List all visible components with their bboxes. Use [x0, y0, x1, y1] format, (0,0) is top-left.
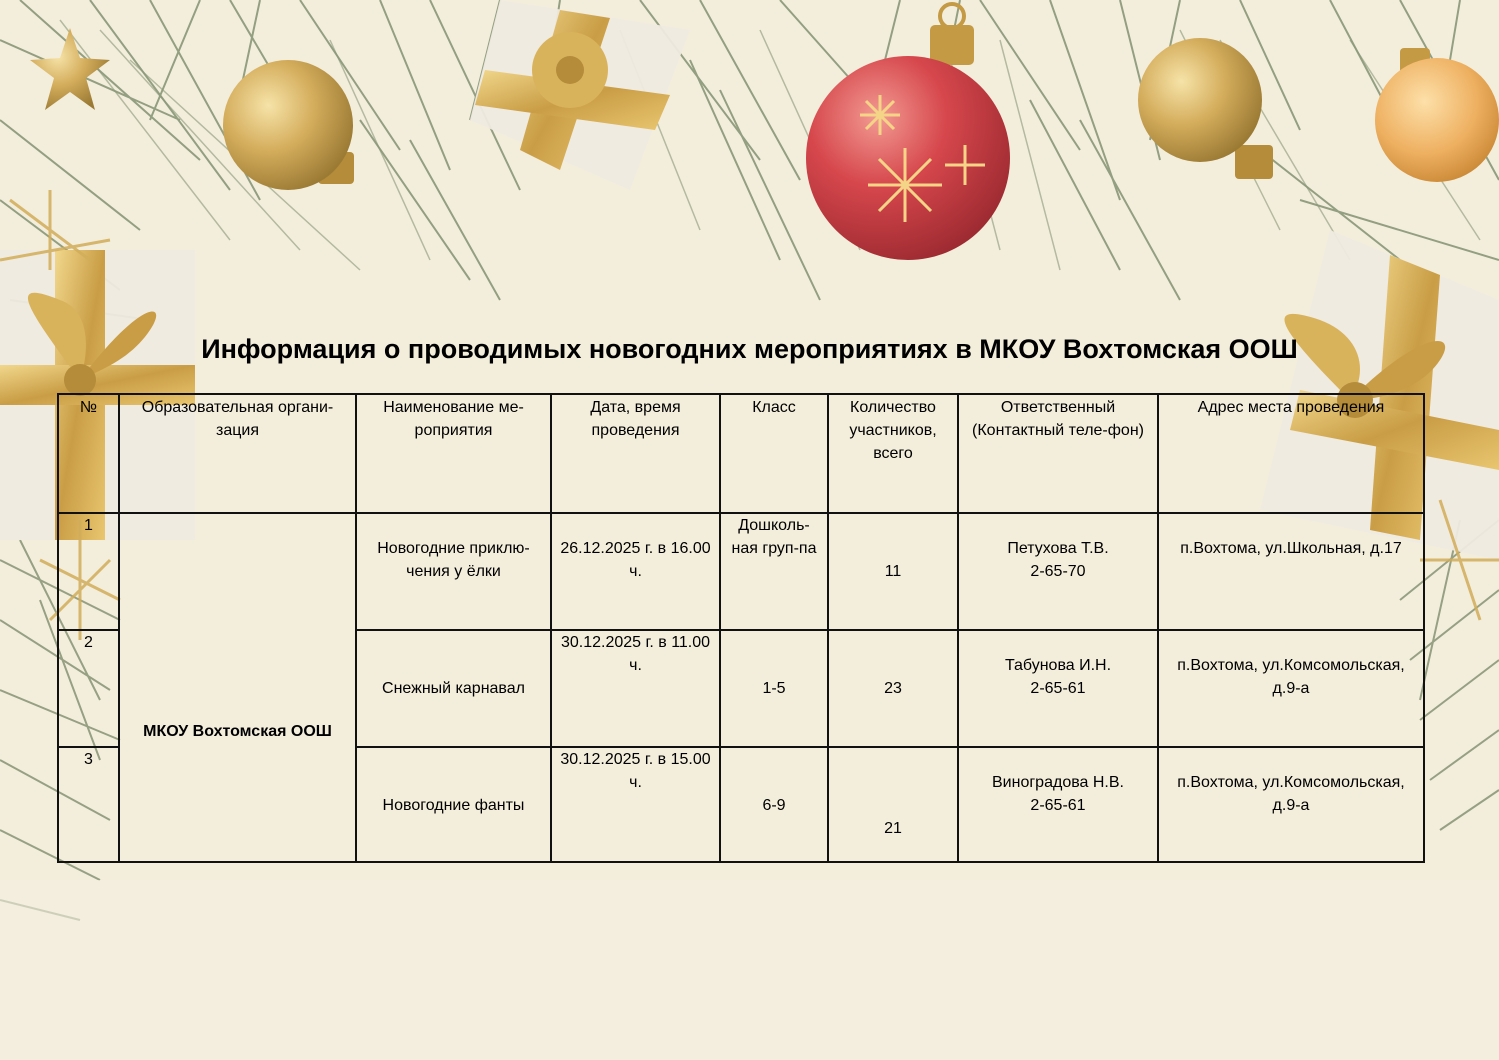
event-class: 6-9: [720, 747, 828, 862]
event-responsible: Петухова Т.В. 2-65-70: [958, 513, 1158, 630]
event-participants: 23: [828, 630, 958, 747]
header-event-name: Наименование ме-роприятия: [356, 394, 551, 513]
header-datetime: Дата, время проведения: [551, 394, 720, 513]
table-row: [58, 513, 1424, 630]
event-name: Новогодние фанты: [356, 747, 551, 862]
orange-ornament: [1375, 48, 1499, 182]
event-address: п.Вохтома, ул.Школьная, д.17: [1158, 513, 1424, 630]
event-participants: 21: [828, 747, 958, 862]
responsible-phone: 2-65-61: [1030, 797, 1086, 814]
header-address: Адрес места проведения: [1158, 394, 1424, 513]
event-responsible: Табунова И.Н. 2-65-61: [958, 630, 1158, 747]
gold-star-icon: [30, 28, 110, 110]
header-participants: Количество участников, всего: [828, 394, 958, 513]
header-organization: Образовательная органи-зация: [119, 394, 356, 513]
event-address: п.Вохтома, ул.Комсомольская, д.9-а: [1158, 747, 1424, 862]
event-datetime: 26.12.2025 г. в 16.00 ч.: [551, 513, 720, 630]
events-table: [57, 393, 1425, 863]
responsible-phone: 2-65-61: [1030, 680, 1086, 697]
event-datetime: 30.12.2025 г. в 15.00 ч.: [551, 747, 720, 862]
gold-ornament-left: [223, 60, 354, 190]
header-responsible: Ответственный (Контактный теле-фон): [958, 394, 1158, 513]
event-responsible: Виноградова Н.В. 2-65-61: [958, 747, 1158, 862]
event-address: п.Вохтома, ул.Комсомольская, д.9-а: [1158, 630, 1424, 747]
event-participants: 11: [828, 513, 958, 630]
organization-cell: [119, 513, 356, 862]
event-name: Новогодние приклю-чения у ёлки: [356, 513, 551, 630]
table-header-row: [58, 394, 1424, 513]
event-class: 1-5: [720, 630, 828, 747]
gold-ornament-right: [1138, 38, 1273, 179]
page-title: Информация о проводимых новогодних мероприятиях в МКОУ Вохтомская ООШ: [201, 334, 1298, 364]
event-name: Снежный карнавал: [356, 630, 551, 747]
pine-branches-top: [0, 0, 1499, 320]
row-number: 3: [58, 747, 119, 862]
row-number: 2: [58, 630, 119, 747]
header-class: Класс: [720, 394, 828, 513]
gift-box-top: [470, 0, 690, 190]
red-ornament: [806, 4, 1010, 260]
event-class: Дошколь-ная груп-па: [720, 513, 828, 630]
row-number: 1: [58, 513, 119, 630]
responsible-phone: 2-65-70: [1030, 563, 1086, 580]
organization-name: МКОУ Вохтомская ООШ: [143, 722, 332, 740]
event-datetime: 30.12.2025 г. в 11.00 ч.: [551, 630, 720, 747]
header-number: №: [58, 394, 119, 513]
